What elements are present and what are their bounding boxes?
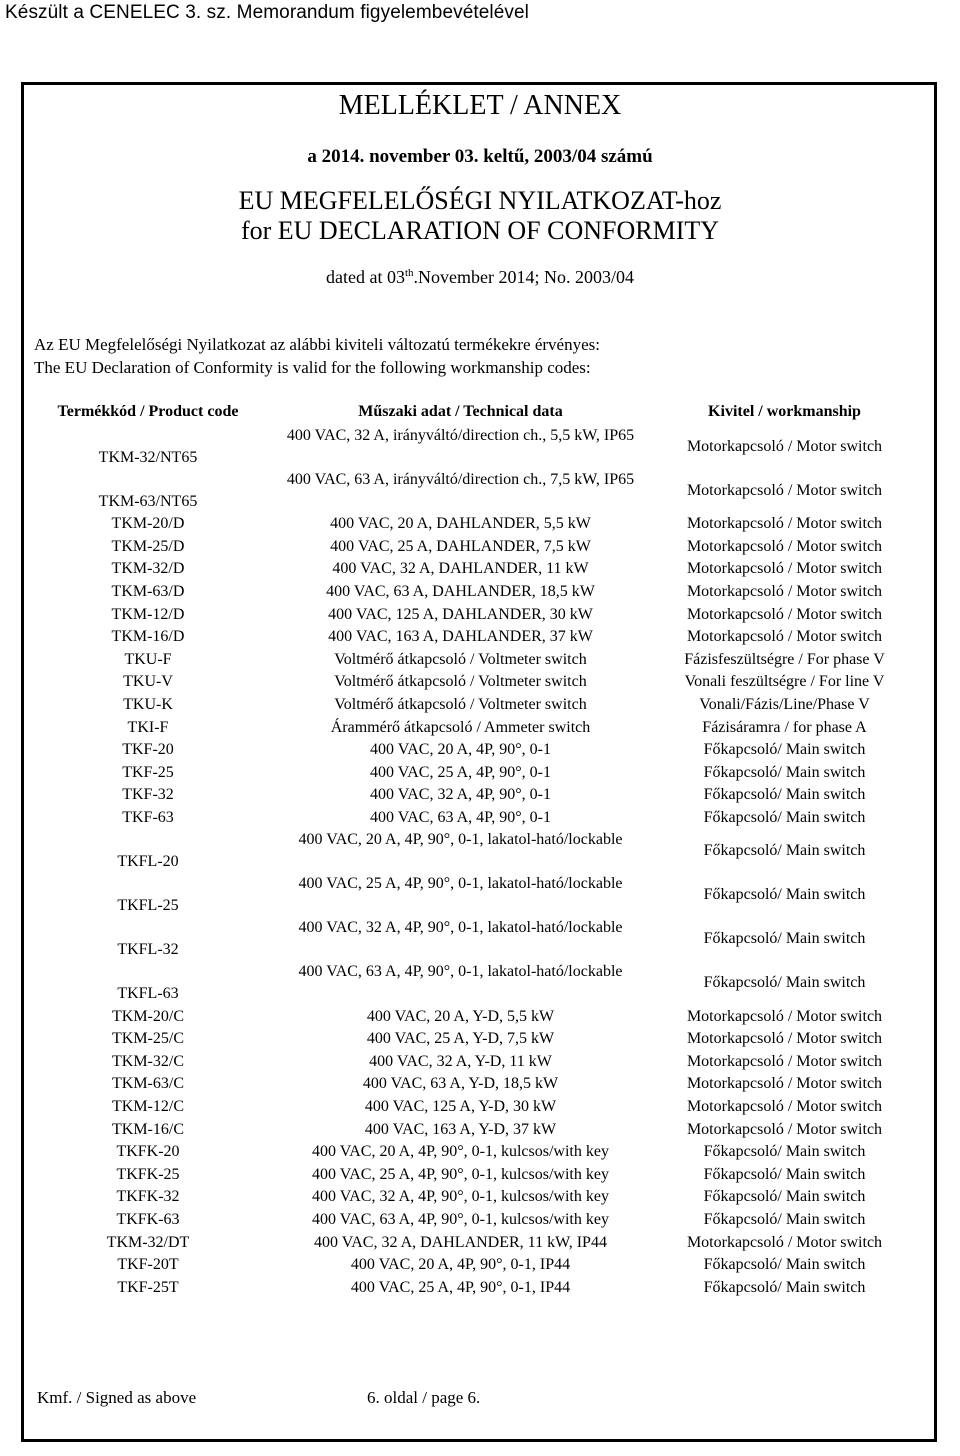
technical-data-cell: 400 VAC, 25 A, 4P, 90°, 0-1 xyxy=(370,763,551,781)
intro-hu: Az EU Megfelelőségi Nyilatkozat az alábbi kiviteli változatú termékekre érvényes: xyxy=(34,335,600,354)
table-row xyxy=(28,784,916,807)
technical-data-cell: 400 VAC, 163 A, DAHLANDER, 37 kW xyxy=(328,628,593,646)
header-product-code: Termékkód / Product code xyxy=(57,403,239,420)
technical-data-cell: 400 VAC, 25 A, 4P, 90°, 0-1, kulcsos/with key xyxy=(312,1165,609,1183)
technical-data-cell: 400 VAC, 20 A, 4P, 90°, 0-1 xyxy=(370,741,551,759)
workmanship-cell: Fázisáramra / for phase A xyxy=(702,718,867,736)
workmanship-cell: Motorkapcsoló / Motor switch xyxy=(686,1075,883,1093)
product-code-cell: TKFL-63 xyxy=(117,985,179,1003)
product-code-cell: TKM-63/NT65 xyxy=(98,493,198,510)
product-code-cell: TKM-32/DT xyxy=(106,1233,190,1251)
technical-data-cell: 400 VAC, 25 A, DAHLANDER, 7,5 kW xyxy=(330,537,591,555)
technical-data-cell: 400 VAC, 125 A, Y-D, 30 kW xyxy=(364,1097,557,1115)
technical-data-cell: 400 VAC, 63 A, Y-D, 18,5 kW xyxy=(362,1075,559,1093)
product-code-cell: TKFL-32 xyxy=(117,941,179,959)
product-code-cell: TKFK-20 xyxy=(116,1143,180,1161)
product-code-cell: TKFK-25 xyxy=(116,1165,180,1183)
technical-data-cell: 400 VAC, 25 A, 4P, 90°, 0-1, lakatol-ható/lockable xyxy=(298,875,623,893)
table-row xyxy=(28,1141,916,1164)
product-code-cell: TKFK-63 xyxy=(116,1210,180,1228)
table-row xyxy=(28,1163,916,1186)
workmanship-cell: Főkapcsoló/ Main switch xyxy=(703,1210,866,1228)
technical-data-cell: Árammérő átkapcsoló / Ammeter switch xyxy=(330,718,591,736)
table-row xyxy=(28,513,916,536)
workmanship-cell: Motorkapcsoló / Motor switch xyxy=(686,1030,883,1048)
table-row xyxy=(28,1118,916,1141)
workmanship-cell: Vonali feszültségre / For line V xyxy=(684,673,885,691)
product-code-cell: TKM-63/C xyxy=(112,1075,184,1093)
product-code-cell: TKM-16/C xyxy=(112,1120,184,1138)
product-code-cell: TKF-20T xyxy=(117,1256,179,1274)
dated-en-post: .November 2014; No. 2003/04 xyxy=(413,267,635,287)
workmanship-cell: Főkapcsoló/ Main switch xyxy=(703,763,866,781)
workmanship-cell: Motorkapcsoló / Motor switch xyxy=(686,560,883,578)
product-code-cell: TKM-25/C xyxy=(112,1030,184,1048)
table-row xyxy=(28,1073,916,1096)
table-row xyxy=(28,739,916,762)
workmanship-cell: Főkapcsoló/ Main switch xyxy=(703,1278,866,1296)
product-code-cell: TKM-16/D xyxy=(111,628,185,646)
product-code-cell: TKM-12/C xyxy=(112,1097,184,1115)
table-header-row xyxy=(28,399,916,425)
product-table-body xyxy=(28,425,916,1299)
technical-data-cell: 400 VAC, 25 A, 4P, 90°, 0-1, IP44 xyxy=(350,1278,571,1296)
technical-data-cell: 400 VAC, 63 A, 4P, 90°, 0-1, kulcsos/with key xyxy=(312,1210,609,1228)
table-row xyxy=(28,829,916,873)
table-row xyxy=(28,626,916,649)
workmanship-cell: Motorkapcsoló / Motor switch xyxy=(686,605,883,623)
table-row xyxy=(28,1051,916,1074)
product-code-cell: TKF-63 xyxy=(122,809,174,827)
product-code-cell: TKFK-32 xyxy=(116,1188,180,1206)
table-row xyxy=(28,1254,916,1277)
table-row xyxy=(28,716,916,739)
technical-data-cell: 400 VAC, 32 A, irányváltó/direction ch., 5,5 kW, IP65 xyxy=(286,427,635,444)
technical-data-cell: 400 VAC, 125 A, DAHLANDER, 30 kW xyxy=(328,605,593,623)
table-row xyxy=(28,558,916,581)
technical-data-cell: 400 VAC, 20 A, Y-D, 5,5 kW xyxy=(366,1007,555,1025)
product-code-cell: TKF-32 xyxy=(122,786,174,804)
technical-data-cell: 400 VAC, 20 A, 4P, 90°, 0-1, lakatol-ható/lockable xyxy=(298,831,623,849)
workmanship-cell: Motorkapcsoló / Motor switch xyxy=(686,628,883,646)
dated-en-line xyxy=(0,267,960,288)
technical-data-cell: Voltmérő átkapcsoló / Voltmeter switch xyxy=(334,673,587,691)
table-row xyxy=(28,1005,916,1028)
product-code-cell: TKU-K xyxy=(123,696,173,714)
intro-en: The EU Declaration of Conformity is valid for the following workmanship codes: xyxy=(34,358,591,377)
table-row xyxy=(28,469,916,513)
technical-data-cell: 400 VAC, 32 A, 4P, 90°, 0-1 xyxy=(370,786,551,804)
table-row xyxy=(28,807,916,830)
technical-data-cell: 400 VAC, 63 A, DAHLANDER, 18,5 kW xyxy=(326,583,595,601)
product-code-cell: TKM-25/D xyxy=(111,537,185,555)
product-code-cell: TKM-32/D xyxy=(111,560,185,578)
product-code-cell: TKF-20 xyxy=(122,741,174,759)
header-note: Készült a CENELEC 3. sz. Memorandum figyelembevételével xyxy=(5,2,530,23)
workmanship-cell: Főkapcsoló/ Main switch xyxy=(703,1165,866,1183)
footer-signed: Kmf. / Signed as above xyxy=(37,1388,197,1407)
header-technical-data: Műszaki adat / Technical data xyxy=(358,403,563,420)
workmanship-cell: Főkapcsoló/ Main switch xyxy=(703,1188,866,1206)
workmanship-cell: Fázisfeszültségre / For phase V xyxy=(684,650,885,668)
table-row xyxy=(28,671,916,694)
table-row xyxy=(28,603,916,626)
product-code-cell: TKF-25 xyxy=(122,763,174,781)
product-code-cell: TKI-F xyxy=(127,718,169,736)
technical-data-cell: 400 VAC, 63 A, 4P, 90°, 0-1, lakatol-ható/lockable xyxy=(298,963,623,981)
product-code-cell: TKM-20/D xyxy=(111,515,185,533)
technical-data-cell: 400 VAC, 32 A, 4P, 90°, 0-1, kulcsos/with key xyxy=(312,1188,609,1206)
declaration-title xyxy=(0,186,960,246)
workmanship-cell: Főkapcsoló/ Main switch xyxy=(703,809,866,827)
workmanship-cell: Motorkapcsoló / Motor switch xyxy=(686,1052,883,1070)
dated-en-sup: th xyxy=(404,267,414,279)
table-row xyxy=(28,1096,916,1119)
technical-data-cell: 400 VAC, 20 A, DAHLANDER, 5,5 kW xyxy=(330,515,591,533)
table-row xyxy=(28,1186,916,1209)
product-code-cell: TKFL-25 xyxy=(117,897,179,915)
table-row xyxy=(28,1028,916,1051)
technical-data-cell: Voltmérő átkapcsoló / Voltmeter switch xyxy=(334,696,587,714)
table-row xyxy=(28,694,916,717)
dated-line: a 2014. november 03. keltű, 2003/04 számú xyxy=(307,146,653,167)
table-row xyxy=(28,581,916,604)
technical-data-cell: 400 VAC, 32 A, 4P, 90°, 0-1, lakatol-ható/lockable xyxy=(298,919,623,937)
declaration-title-hu: EU MEGFELELŐSÉGI NYILATKOZAT-hoz xyxy=(238,186,722,215)
technical-data-cell: 400 VAC, 25 A, Y-D, 7,5 kW xyxy=(366,1030,555,1048)
workmanship-cell: Motorkapcsoló / Motor switch xyxy=(686,482,883,499)
table-row xyxy=(28,1276,916,1299)
workmanship-cell: Motorkapcsoló / Motor switch xyxy=(686,1120,883,1138)
technical-data-cell: 400 VAC, 63 A, irányváltó/direction ch., 7,5 kW, IP65 xyxy=(286,471,635,488)
table-row xyxy=(28,536,916,559)
table-row xyxy=(28,1209,916,1232)
workmanship-cell: Motorkapcsoló / Motor switch xyxy=(686,1097,883,1115)
technical-data-cell: 400 VAC, 20 A, 4P, 90°, 0-1, kulcsos/with key xyxy=(312,1143,609,1161)
workmanship-cell: Motorkapcsoló / Motor switch xyxy=(686,1233,883,1251)
product-code-cell: TKM-32/NT65 xyxy=(98,449,198,466)
technical-data-cell: 400 VAC, 32 A, DAHLANDER, 11 kW xyxy=(332,560,589,578)
workmanship-cell: Főkapcsoló/ Main switch xyxy=(703,974,866,992)
workmanship-cell: Főkapcsoló/ Main switch xyxy=(703,1256,866,1274)
technical-data-cell: 400 VAC, 163 A, Y-D, 37 kW xyxy=(364,1120,557,1138)
table-row xyxy=(28,873,916,917)
product-code-cell: TKM-32/C xyxy=(112,1052,184,1070)
technical-data-cell: 400 VAC, 63 A, 4P, 90°, 0-1 xyxy=(370,809,551,827)
technical-data-cell: 400 VAC, 32 A, DAHLANDER, 11 kW, IP44 xyxy=(314,1233,607,1251)
table-row xyxy=(28,961,916,1005)
product-code-cell: TKU-V xyxy=(123,673,173,691)
table-row xyxy=(28,425,916,469)
workmanship-cell: Főkapcsoló/ Main switch xyxy=(703,842,866,860)
technical-data-cell: 400 VAC, 32 A, Y-D, 11 kW xyxy=(369,1052,552,1070)
dated-en-pre: dated at 03 xyxy=(325,267,405,287)
product-code-cell: TKM-20/C xyxy=(112,1007,184,1025)
product-table xyxy=(28,399,916,1299)
declaration-title-en: for EU DECLARATION OF CONFORMITY xyxy=(240,216,720,245)
workmanship-cell: Motorkapcsoló / Motor switch xyxy=(686,1007,883,1025)
product-code-cell: TKM-12/D xyxy=(111,605,185,623)
header-workmanship: Kivitel / workmanship xyxy=(708,403,861,420)
table-row xyxy=(28,1231,916,1254)
table-row xyxy=(28,917,916,961)
workmanship-cell: Főkapcsoló/ Main switch xyxy=(703,786,866,804)
product-code-cell: TKF-25T xyxy=(117,1278,179,1296)
workmanship-cell: Főkapcsoló/ Main switch xyxy=(703,741,866,759)
table-row xyxy=(28,649,916,672)
workmanship-cell: Motorkapcsoló / Motor switch xyxy=(686,515,883,533)
workmanship-cell: Motorkapcsoló / Motor switch xyxy=(686,537,883,555)
technical-data-cell: 400 VAC, 20 A, 4P, 90°, 0-1, IP44 xyxy=(350,1256,571,1274)
product-code-cell: TKU-F xyxy=(124,650,172,668)
technical-data-cell: Voltmérő átkapcsoló / Voltmeter switch xyxy=(334,650,587,668)
table-row xyxy=(28,762,916,785)
footer-page-number: 6. oldal / page 6. xyxy=(367,1388,481,1407)
workmanship-cell: Motorkapcsoló / Motor switch xyxy=(686,438,883,455)
workmanship-cell: Főkapcsoló/ Main switch xyxy=(703,1143,866,1161)
workmanship-cell: Főkapcsoló/ Main switch xyxy=(703,930,866,948)
workmanship-cell: Vonali/Fázis/Line/Phase V xyxy=(699,696,870,714)
product-code-cell: TKM-63/D xyxy=(111,583,185,601)
workmanship-cell: Főkapcsoló/ Main switch xyxy=(703,886,866,904)
product-code-cell: TKFL-20 xyxy=(117,853,179,871)
annex-title: MELLÉKLET / ANNEX xyxy=(338,90,622,121)
workmanship-cell: Motorkapcsoló / Motor switch xyxy=(686,583,883,601)
